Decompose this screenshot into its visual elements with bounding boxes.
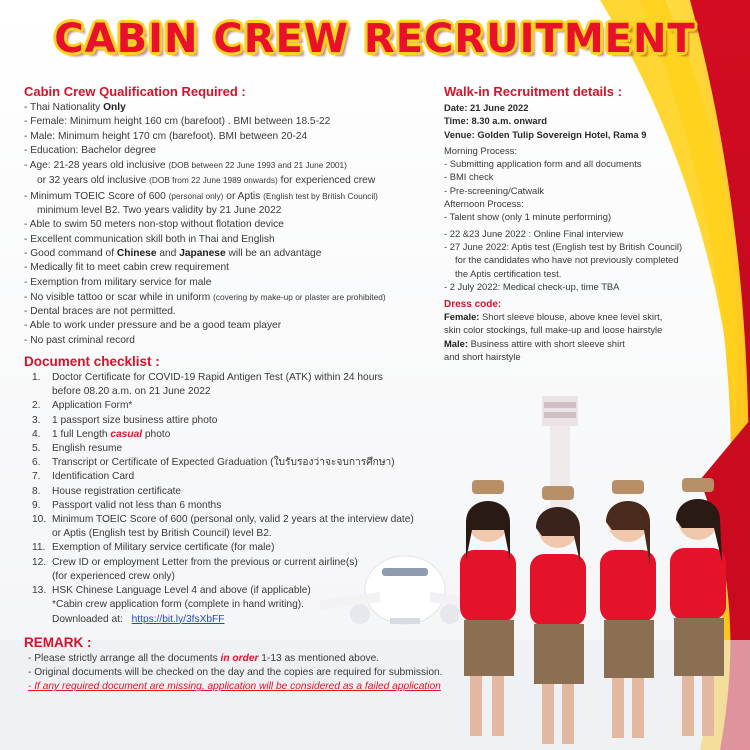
dress-female-line-1 [444, 310, 694, 323]
checklist-item-text: Crew ID or employment Letter from the previous or current airline(s) [52, 556, 358, 568]
qualification-item-bold: Chinese [116, 247, 157, 259]
qualification-item-text: - Age: 21-28 years old inclusive [24, 160, 169, 172]
checklist-item-number [32, 385, 52, 399]
qualification-item-note: (English test by British Council) [263, 190, 378, 201]
qualification-item-note: (DOB from 22 June 1989 onwards) [149, 175, 278, 186]
qualification-item: - Male: Minimum height 170 cm (barefoot). BMI between 20-24 [24, 130, 308, 142]
remark-title: REMARK : [24, 634, 92, 650]
qualification-item-text: will be an advantage [225, 247, 322, 259]
walkin-item: - Submitting application form and all documents [444, 158, 642, 170]
dress-female-text-1: Short sleeve blouse, above knee level skirt, [479, 311, 663, 323]
walkin-item: the Aptis certification test. [455, 267, 562, 279]
walkin-time: Time: 8.30 a.m. onward [444, 115, 547, 127]
qualification-item-bold: Japanese [179, 247, 226, 259]
checklist-item [32, 527, 444, 541]
checklist-item-number [32, 527, 52, 541]
qualification-title: Cabin Crew Qualification Required : [24, 84, 246, 99]
qualification-item: - Medically fit to meet cabin crew requirement [24, 262, 229, 274]
right-column [444, 84, 694, 363]
checklist-item-number: 4. [32, 428, 41, 440]
qualification-item: - Able to swim 50 meters non-stop without flotation device [24, 219, 284, 231]
walkin-item: - 22 &23 June 2022 : Online Final interview [444, 227, 624, 239]
qualification-item-text: - Good command of [24, 247, 117, 259]
cabin-crew-illustration [450, 470, 750, 750]
checklist-item-number: 5. [32, 443, 41, 455]
checklist-item-text: *Cabin crew application form (complete in hand writing). [52, 599, 304, 611]
qualification-item: - Dental braces are not permitted. [24, 306, 176, 318]
dress-male-line-1 [444, 337, 694, 350]
walkin-item: - 27 June 2022: Aptis test (English test by British Council) [444, 240, 683, 252]
qualification-item-note: (personal only) [168, 190, 224, 201]
remark-line-1-post: 1-13 as mentioned above. [258, 652, 380, 664]
checklist-item-number: 11. [32, 542, 46, 554]
checklist-title: Document checklist : [24, 354, 160, 370]
qualification-item: - Able to work under pressure and be a good team player [24, 320, 282, 332]
checklist-item [32, 598, 444, 612]
checklist-item-text [52, 428, 170, 442]
qualification-item: - No past criminal record [24, 334, 135, 346]
checklist-item-number: 8. [32, 485, 41, 497]
checklist-item-text: Identification Card [52, 471, 135, 483]
afternoon-label: Afternoon Process: [444, 198, 524, 210]
morning-label: Morning Process: [444, 144, 517, 156]
qualification-item: - Education: Bachelor degree [24, 144, 156, 156]
qualification-item: - Female: Minimum height 160 cm (barefoot) . BMI between 18.5-22 [24, 116, 331, 128]
remark-line-1-pre: - Please strictly arrange all the documents [28, 652, 221, 664]
qualification-item-text: - Minimum TOEIC Score of 600 [24, 190, 169, 202]
checklist-item-number: 3. [32, 414, 41, 426]
qualification-item-text: - Thai Nationality [24, 102, 104, 113]
dress-male-text-1: Business attire with short sleeve shirt [467, 337, 625, 349]
checklist-item-text: Exemption of Military service certificate (for male) [52, 542, 275, 554]
dress-code-title: Dress code: [444, 299, 502, 311]
qualification-item: - Exemption from military service for male [24, 276, 212, 288]
qualification-item [24, 173, 444, 188]
checklist-item [32, 456, 444, 470]
checklist-item-text: or Aptis (English test by British Council) level B2. [52, 528, 272, 540]
qualification-item-text: - No visible tattoo or scar while in uniform [24, 291, 214, 303]
checklist-item-text-post: photo [142, 428, 171, 440]
checklist-item [32, 570, 444, 584]
checklist-item [32, 428, 444, 442]
walkin-item: - 2 July 2022: Medical check-up, time TBA [444, 280, 620, 292]
checklist-item-emphasis: casual [110, 428, 143, 440]
crew-member-4 [670, 478, 726, 736]
dress-male-line-2: and short hairstyle [444, 351, 521, 363]
qualification-item [24, 101, 444, 115]
qualification-list [24, 101, 444, 348]
checklist-item-number: 10. [32, 514, 47, 526]
qualification-item-text: or 32 years old inclusive [37, 175, 150, 187]
remark-line-3: - If any required document are missing, application will be considered as a failed application [28, 681, 441, 693]
checklist-item-number: 1. [32, 372, 41, 384]
dress-female-line-2: skin color stockings, full make-up and loose hairstyle [444, 324, 663, 336]
qualification-item [24, 189, 444, 204]
qualification-item-text: for experienced crew [277, 175, 376, 187]
crew-member-2 [530, 486, 586, 744]
walkin-item: - BMI check [444, 171, 494, 183]
checklist-item-number [32, 570, 52, 584]
checklist-item-text: Doctor Certificate for COVID-19 Rapid Antigen Test (ATK) within 24 hours [52, 372, 383, 384]
checklist-item [32, 385, 444, 399]
checklist-item [32, 442, 444, 456]
qualification-item-note: (covering by make-up or plaster are prohibited) [213, 291, 386, 302]
qualification-item-note: (DOB between 22 June 1993 and 21 June 2001) [168, 160, 347, 171]
remark-line-1 [24, 652, 444, 666]
checklist-item-text: (for experienced crew only) [52, 570, 175, 582]
checklist-item-text: Passport valid not less than 6 months [52, 499, 222, 511]
schedule-list [444, 227, 694, 293]
qualification-item [24, 247, 444, 261]
qualification-item-text: or Aptis [223, 190, 264, 202]
dress-female-label: Female: [444, 311, 480, 323]
walkin-title: Walk-in Recruitment details : [444, 84, 622, 99]
checklist-item-text: HSK Chinese Language Level 4 and above (if applicable) [52, 585, 311, 597]
qualification-item: minimum level B2. Two years validity by 21 June 2022 [37, 205, 282, 217]
checklist-item-number: 2. [32, 400, 41, 412]
qualification-item [24, 158, 444, 173]
checklist-item-number [32, 598, 52, 612]
checklist-item [32, 513, 444, 527]
checklist-item-text-pre: 1 full Length [52, 428, 111, 440]
page-title: CABIN CREW RECRUITMENT [54, 16, 696, 62]
walkin-item: - Pre-screening/Catwalk [444, 184, 545, 196]
download-line [24, 613, 444, 627]
checklist-item [32, 556, 444, 570]
qualification-item: - Excellent communication skill both in Thai and English [24, 233, 275, 245]
checklist-item-text: Transcript or Certificate of Expected Graduation (ใบรับรองว่าจะจบการศึกษา) [52, 457, 395, 469]
qualification-item [24, 290, 444, 305]
dress-male-label: Male: [444, 337, 468, 349]
checklist-item-text: Minimum TOEIC Score of 600 (personal only, valid 2 years at the interview date) [52, 514, 414, 526]
checklist-item-number: 9. [32, 499, 41, 511]
checklist-item-number: 13. [32, 585, 47, 597]
walkin-venue: Venue: Golden Tulip Sovereign Hotel, Rama 9 [444, 128, 647, 140]
checklist-item-text: 1 passport size business attire photo [52, 414, 218, 426]
crew-member-3 [600, 480, 656, 738]
remark-line-1-emph: in order [220, 652, 259, 664]
checklist-item-number: 7. [32, 471, 41, 483]
checklist-item-text: Application Form* [52, 400, 133, 412]
qualification-item-text: and [156, 247, 180, 259]
left-column [24, 84, 444, 695]
walkin-date: Date: 21 June 2022 [444, 102, 529, 113]
checklist-item [32, 499, 444, 513]
checklist-item [32, 485, 444, 499]
checklist-item [32, 414, 444, 428]
walkin-item: for the candidates who have not previously completed [455, 254, 679, 266]
checklist-item-text: English resume [52, 443, 123, 455]
download-label: Downloaded at: [52, 613, 123, 625]
afternoon-list [444, 210, 694, 223]
checklist-item [32, 541, 444, 555]
walkin-item: - Talent show (only 1 minute performing) [444, 211, 612, 223]
checklist-item [32, 371, 444, 385]
qualification-item-bold: Only [103, 102, 126, 113]
remark-line-2: - Original documents will be checked on the day and the copies are required for submission. [28, 667, 443, 679]
checklist-item-text: House registration certificate [52, 485, 182, 497]
checklist-list [32, 371, 444, 612]
checklist-item [32, 399, 444, 413]
checklist-item-number: 12. [32, 556, 47, 568]
crew-member-1 [460, 480, 516, 736]
download-link[interactable]: https://bit.ly/3fsXbFF [131, 613, 225, 625]
morning-list [444, 157, 694, 197]
checklist-item-text: before 08.20 a.m. on 21 June 2022 [52, 386, 211, 398]
checklist-item [32, 470, 444, 484]
checklist-item [32, 584, 444, 598]
checklist-item-number: 6. [32, 457, 41, 469]
